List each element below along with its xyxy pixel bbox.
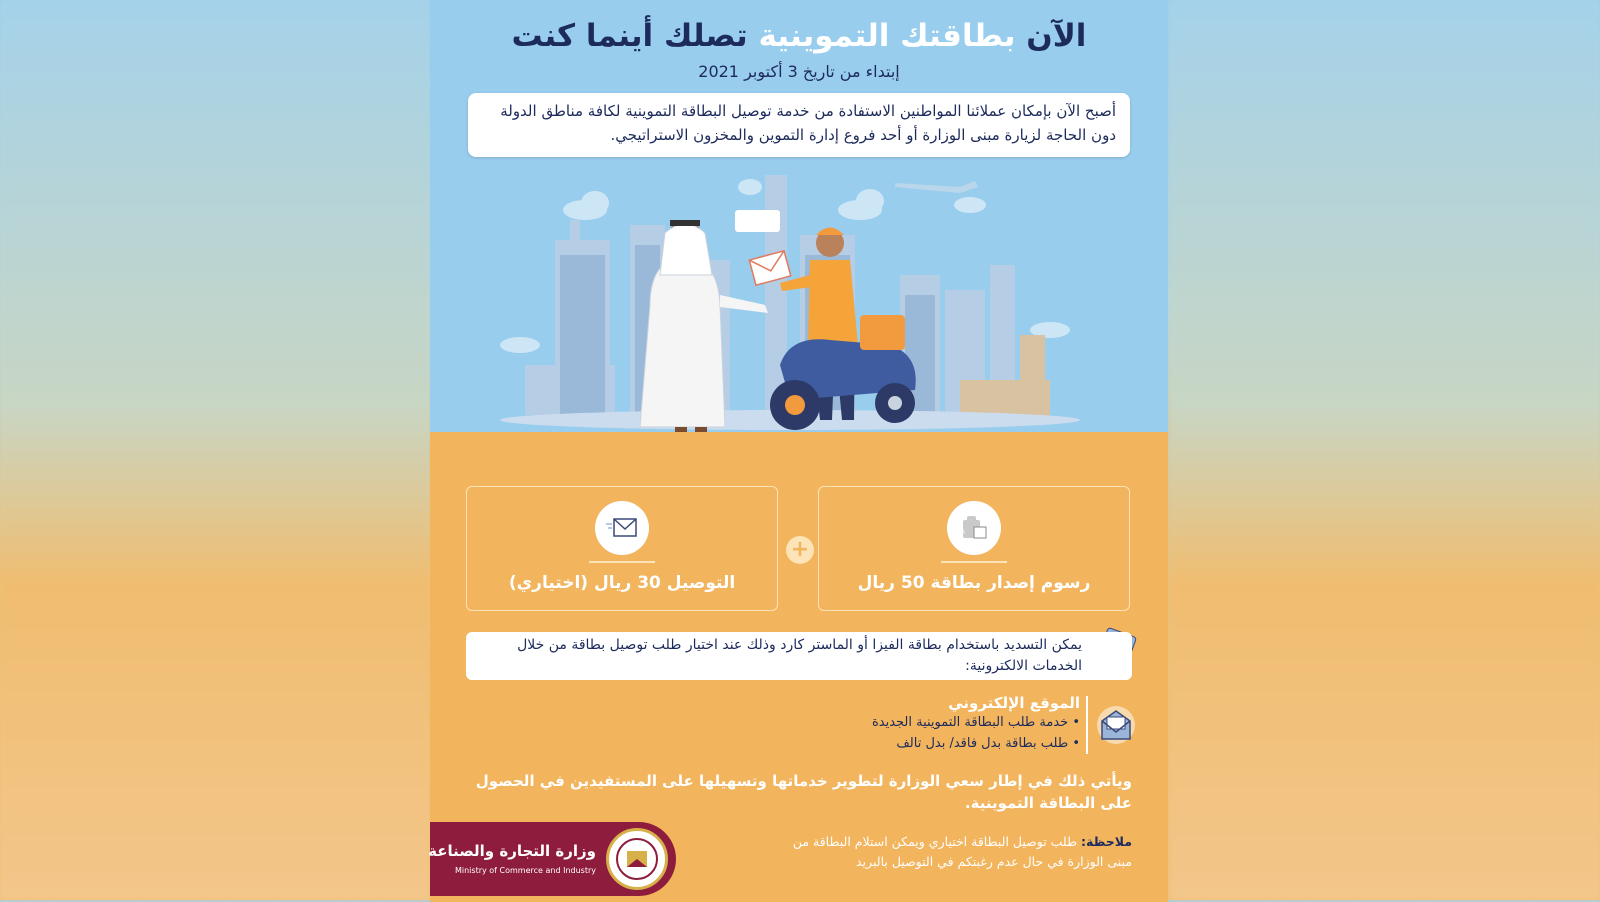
headline-part2: تصلك أينما كنت xyxy=(511,18,759,54)
service-item-new-card: • خدمة طلب البطاقة التموينية الجديدة xyxy=(570,712,1080,733)
ministry-seal-icon xyxy=(606,828,668,890)
closing-statement: ويأتي ذلك في إطار سعي الوزارة لتطوير خدماتها وتسهيلها على المستفيدين في الحصول على البطاقة التموينية. xyxy=(475,772,1132,812)
note-text: طلب توصيل البطاقة اختياري ويمكن استلام البطاقة من مبنى الوزارة في حال عدم رغبتكم في التوصيل بالبريد xyxy=(792,834,1132,869)
payment-text: يمكن التسديد باستخدام بطاقة الفيزا أو الماستر كارد وذلك عند اختيار طلب توصيل بطاقة من خلال الخدمات الالكترونية: xyxy=(517,637,1082,674)
website-title: الموقع الإلكتروني xyxy=(948,694,1080,712)
headline-highlight: بطاقتك التموينية xyxy=(758,18,1016,54)
ministry-logo-banner xyxy=(430,822,676,896)
ministry-name-arabic: وزارة التجارة والصناعة xyxy=(428,842,596,860)
delivery-fee-label: التوصيل 30 ريال (اختياري) xyxy=(508,573,736,593)
payment-info-box xyxy=(466,632,1132,680)
issue-fee-label: رسوم إصدار بطاقة 50 ريال xyxy=(857,573,1091,593)
envelope-icon xyxy=(595,501,649,555)
blurred-background-left xyxy=(0,0,430,900)
open-mail-icon xyxy=(1096,705,1136,745)
intro-box xyxy=(468,93,1130,157)
ministry-name-english: Ministry of Commerce and Industry xyxy=(454,866,596,875)
headline xyxy=(430,18,1168,54)
note xyxy=(790,832,1132,872)
airplane-icon xyxy=(895,181,978,193)
service-item-replacement-card: • طلب بطاقة بدل فاقد/ بدل تالف xyxy=(570,733,1080,754)
delivery-fee-card xyxy=(466,486,778,611)
divider xyxy=(941,561,1007,563)
divider xyxy=(1086,696,1088,754)
start-date: إبتداء من تاريخ 3 أكتوبر 2021 xyxy=(698,62,900,81)
issue-fee-card xyxy=(818,486,1130,611)
svg-text:QR: QR xyxy=(956,529,965,536)
delivery-illustration xyxy=(490,165,1090,455)
wave-divider xyxy=(430,420,1168,480)
blurred-background-right xyxy=(1170,0,1600,900)
plus-icon: + xyxy=(786,536,814,564)
intro-text: أصبح الآن بإمكان عملائنا المواطنين الاستفادة من خدمة توصيل البطاقة التموينية لكافة مناطق الدولة دون الحاجة لزيارة مبنى الوزارة أو أحد فروع إدارة التموين والمخزون الاستراتيجي. xyxy=(500,102,1116,144)
qr-card-icon xyxy=(947,501,1001,555)
note-label: ملاحظة: xyxy=(1081,834,1132,849)
e-services-list xyxy=(570,694,1080,754)
divider xyxy=(589,561,655,563)
headline-part1: الآن xyxy=(1015,18,1087,54)
speech-bubble xyxy=(735,210,780,232)
poster xyxy=(430,0,1168,900)
